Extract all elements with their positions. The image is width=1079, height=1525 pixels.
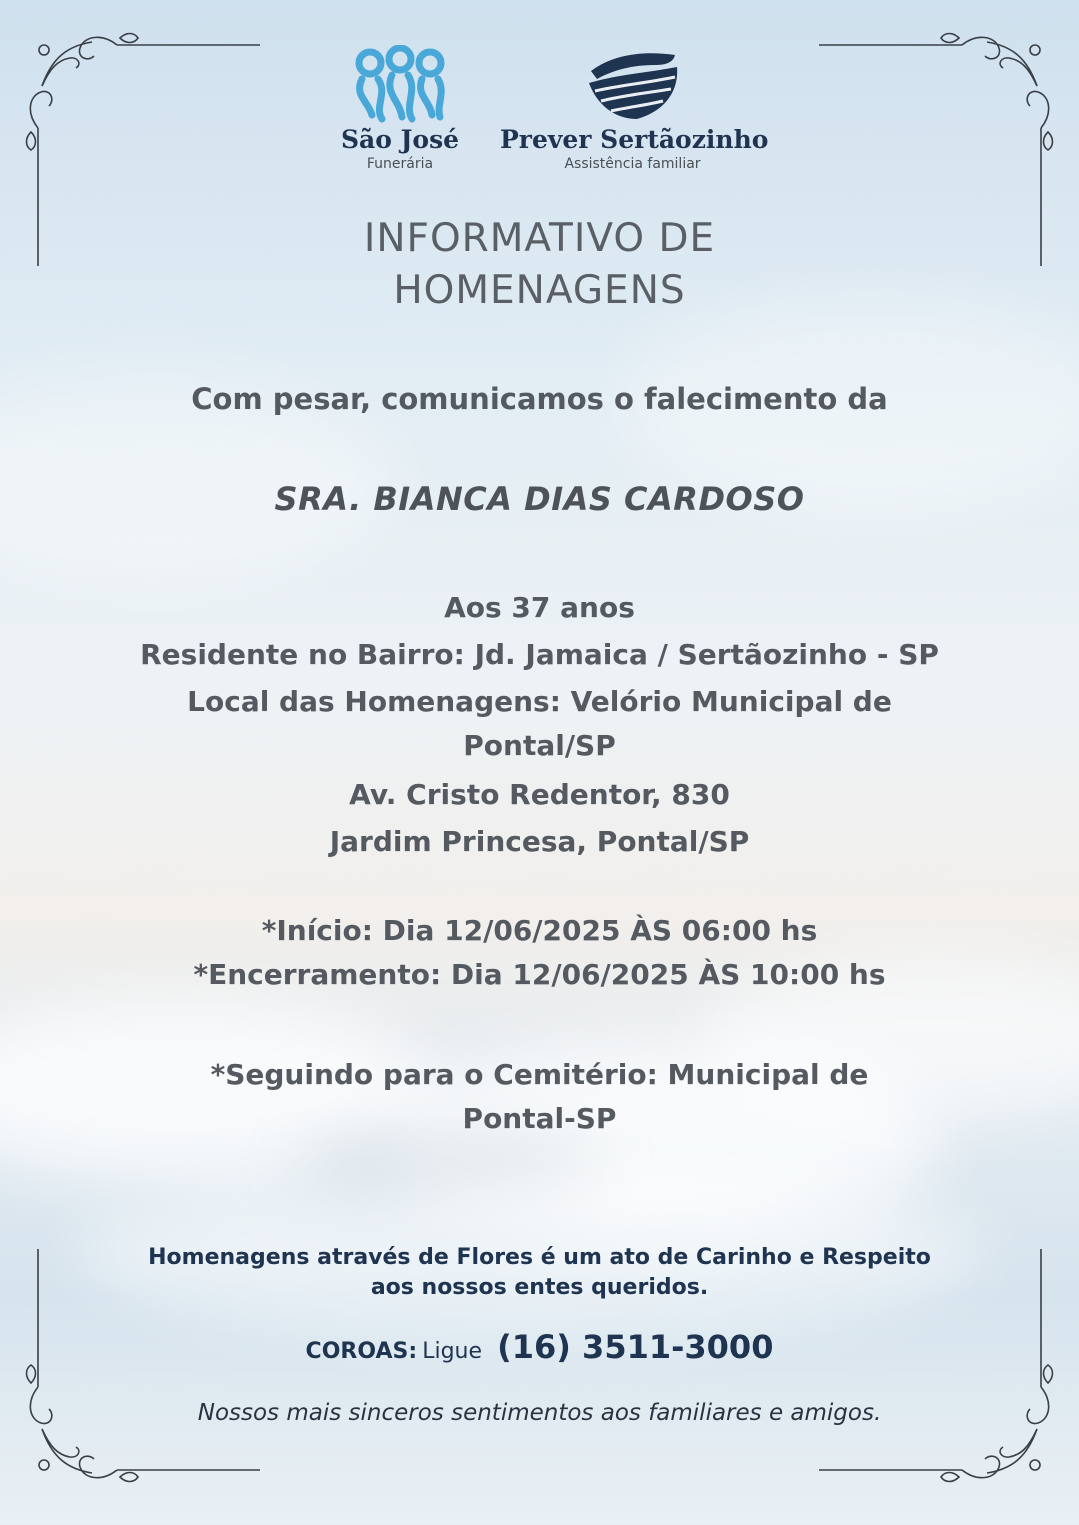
flowers-line-1: Homenagens através de Flores é um ato de Carinho e Respeito: [148, 1245, 931, 1270]
family-figures-icon: [348, 45, 452, 125]
residence-line: Residente no Bairro: Jd. Jamaica / Sertãozinho - SP: [140, 638, 939, 671]
cemetery-text: *Seguindo para o Cemitério: Municipal de Pontal-SP: [210, 1058, 869, 1135]
end-time: *Encerramento: Dia 12/06/2025 ÀS 10:00 hs: [193, 958, 886, 991]
address-line: Av. Cristo Redentor, 830: [349, 778, 730, 811]
cemetery-block: [150, 1053, 929, 1141]
details-block: [0, 584, 1079, 865]
schedule-block: [0, 909, 1079, 997]
prever-name: Prever Sertãozinho: [500, 125, 769, 154]
flowers-message: [0, 1243, 1079, 1303]
title-line-2: HOMENAGENS: [393, 268, 686, 313]
header-logos: [0, 45, 1079, 195]
age-line: Aos 37 anos: [444, 591, 635, 624]
district-line: Jardim Princesa, Pontal/SP: [329, 825, 750, 858]
prever-subtitle: Assistência familiar: [564, 156, 701, 172]
intro-text: Com pesar, comunicamos o falecimento da: [191, 382, 888, 416]
venue-line-2: Pontal/SP: [463, 729, 616, 762]
flowers-line-2: aos nossos entes queridos.: [370, 1275, 709, 1300]
prever-logo: [500, 45, 769, 172]
sao-jose-name: São José: [340, 125, 460, 154]
sao-jose-logo: [330, 45, 470, 172]
title-line-1: INFORMATIVO DE: [363, 216, 716, 261]
ligue-text: Ligue: [422, 1339, 483, 1364]
condolences-text: Nossos mais sinceros sentimentos aos familiares e amigos.: [197, 1400, 882, 1426]
deceased-name: SRA. BIANCA DIAS CARDOSO: [274, 480, 805, 518]
coroas-label: COROAS:: [305, 1339, 418, 1364]
phone-number: (16) 3511-3000: [497, 1328, 774, 1366]
sao-jose-subtitle: Funerária: [366, 156, 434, 172]
page-title: [0, 213, 1079, 317]
venue-line-1: Local das Homenagens: Velório Municipal de: [187, 685, 892, 718]
coroas-contact: [0, 1328, 1079, 1366]
ark-boat-icon: [585, 45, 681, 125]
start-time: *Início: Dia 12/06/2025 ÀS 06:00 hs: [261, 914, 818, 947]
